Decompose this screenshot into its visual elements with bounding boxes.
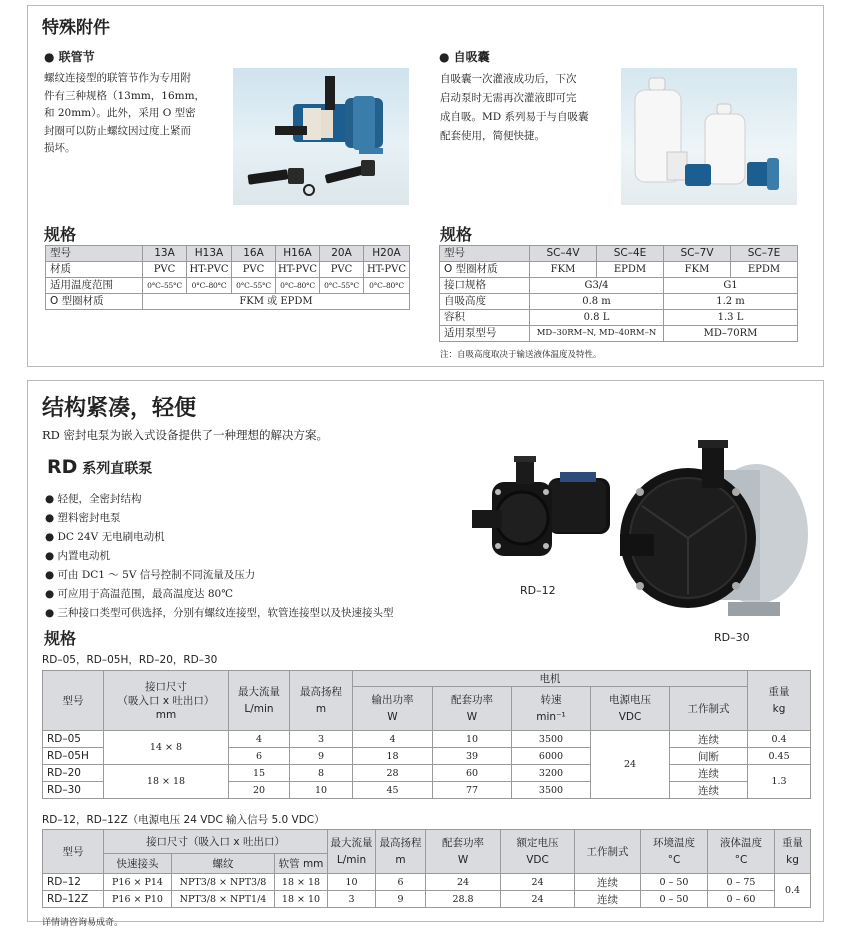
table-row: 适用泵型号 MD–30RM–N, MD–40RM–N MD–70RM [440,326,798,342]
table-header-cell: 13A [143,246,187,262]
list-item: ● 内置电动机 [45,550,110,562]
table-header-cell: 重量 kg [748,671,811,731]
table-header-cell: 螺纹 [172,854,275,874]
accessories-title: 特殊附件 [42,18,110,38]
self-priming-photo [621,68,797,205]
table-header-cell: 电源电压 VDC [591,687,670,731]
table-header-cell: 型号 [43,671,104,731]
list-item: ● 可由 DC1 ～ 5V 信号控制不同流量及压力 [45,569,256,581]
table-row: RD–12 P16 × P14 NPT3/8 × NPT3/8 18 × 18 10 6 24 24 连续 0 – 50 0 – 75 0.4 [43,874,811,891]
table-row: RD–20 18 × 18 15 8 28 60 3200 连续 1.3 [43,765,811,782]
rd-feature-list [45,490,394,623]
table-row: 适用温度范围 0°C–55°C 0°C–80°C 0°C–55°C 0°C–80°C 0°C–55°C 0°C–80°C [46,278,410,294]
self-priming-note: 注：自吸高度取决于输送液体温度及特性。 [440,350,602,360]
table-header-cell: 型号 [43,830,104,874]
table-header-cell: SC–4E [597,246,664,262]
self-priming-heading: ● 自吸囊 [439,50,490,64]
table-header-cell: H13A [187,246,232,262]
table-row: 材质 PVC HT-PVC PVC HT-PVC PVC HT-PVC [46,262,410,278]
rd-spec-table-1 [42,670,811,799]
self-priming-description: 自吸囊一次灌液成功后，下次 启动泵时无需再次灌液即可完 成自吸。MD 系列易于与自吸囊 配套使用，简便快捷。 [440,73,589,142]
rd-spec-title: 规格 [44,629,77,648]
table-row: 容积 0.8 L 1.3 L [440,310,798,326]
table-row: RD–05H 6 9 18 39 6000 间断 0.45 [43,748,811,765]
table-row: RD–12Z P16 × P10 NPT3/8 × NPT1/4 18 × 10 3 9 28.8 24 连续 0 – 50 0 – 60 [43,891,811,908]
coupling-pump-illustration [233,68,409,205]
table-header-cell: 液体温度 °C [708,830,775,874]
coupling-spec-table [45,245,410,310]
table-header-cell: 重量 kg [775,830,811,874]
table-header-cell: 输出功率 W [353,687,433,731]
table-header-cell: 型号 [46,246,143,262]
rd-spec-table-2 [42,829,811,908]
table-header-cell: 工作制式 [670,687,748,731]
coupling-description: 螺纹连接型的联管节作为专用附 件有三种规格（13mm，16mm， 和 20mm）。此外，采用 O 型密 封圈可以防止螺纹因过度上紧而 损坏。 [44,72,206,154]
table-header-cell: H16A [276,246,320,262]
table-header-cell: 20A [320,246,364,262]
table-row: O 型圈材质 FKM 或 EPDM [46,294,410,310]
self-priming-spec-table [439,245,798,342]
table-header-cell: 型号 [440,246,530,262]
coupling-spec-title: 规格 [44,225,77,244]
table-row: 接口规格 G3/4 G1 [440,278,798,294]
table-header-cell: 工作制式 [575,830,641,874]
rd12-pump-illustration [468,450,618,580]
table-header-cell: H20A [364,246,410,262]
table-header-cell: 最大流量 L/min [229,671,290,731]
list-item: ● 可应用于高温范围，最高温度达 80℃ [45,588,233,600]
table-header-cell: 额定电压 VDC [501,830,575,874]
rd-series-title: RD 系列直联泵 [47,456,153,478]
rd-table2-caption: RD–12，RD–12Z（电源电压 24 VDC 输入信号 5.0 VDC） [42,814,325,826]
table-header-cell: 配套功率 W [433,687,512,731]
table-row: O 型圈材质 FKM EPDM FKM EPDM [440,262,798,278]
table-header-cell: SC–7V [664,246,731,262]
rd-section-title: 结构紧凑，轻便 [42,395,197,421]
self-priming-spec-title: 规格 [440,225,473,244]
table-header-cell: 最高扬程 m [376,830,426,874]
rd30-photo-label: RD–30 [714,631,750,644]
footer-note: 详情请咨询易成奇。 [42,918,124,928]
coupling-photo [233,68,409,205]
table-header-cell: 转速 min⁻¹ [512,687,591,731]
list-item: ● 轻便，全密封结构 [45,493,142,505]
self-priming-pot-illustration [621,68,797,205]
table-header-cell: SC–7E [731,246,798,262]
table-header-cell: 软管 mm [275,854,328,874]
rd30-pump-illustration [618,434,810,630]
coupling-heading: ● 联管节 [44,50,95,64]
table-header-cell: SC–4V [530,246,597,262]
table-header-cell: 电机 [353,671,748,687]
table-row: RD–30 20 10 45 77 3500 连续 [43,782,811,799]
table-row: RD–05 14 × 8 4 3 4 10 3500 24 连续 0.4 [43,731,811,748]
list-item: ● 塑料密封电泵 [45,512,121,524]
list-item: ● DC 24V 无电刷电动机 [45,531,165,543]
table-header-cell: 快速接头 [104,854,172,874]
rd12-photo-label: RD–12 [520,584,556,597]
rd-section-subtitle: RD 密封电泵为嵌入式设备提供了一种理想的解决方案。 [42,428,329,442]
list-item: ● 三种接口类型可供选择，分别有螺纹连接型，软管连接型以及快速接头型 [45,607,394,619]
table-header-cell: 接口尺寸 （吸入口 x 吐出口） mm [104,671,229,731]
rd-table1-caption: RD–05，RD–05H，RD–20，RD–30 [42,654,218,666]
table-header-cell: 最大流量 L/min [328,830,376,874]
table-row: 自吸高度 0.8 m 1.2 m [440,294,798,310]
table-header-cell: 环境温度 °C [641,830,708,874]
table-header-cell: 接口尺寸（吸入口 x 吐出口） [104,830,328,854]
table-header-cell: 最高扬程 m [290,671,353,731]
table-header-cell: 16A [232,246,276,262]
table-header-cell: 配套功率 W [426,830,501,874]
